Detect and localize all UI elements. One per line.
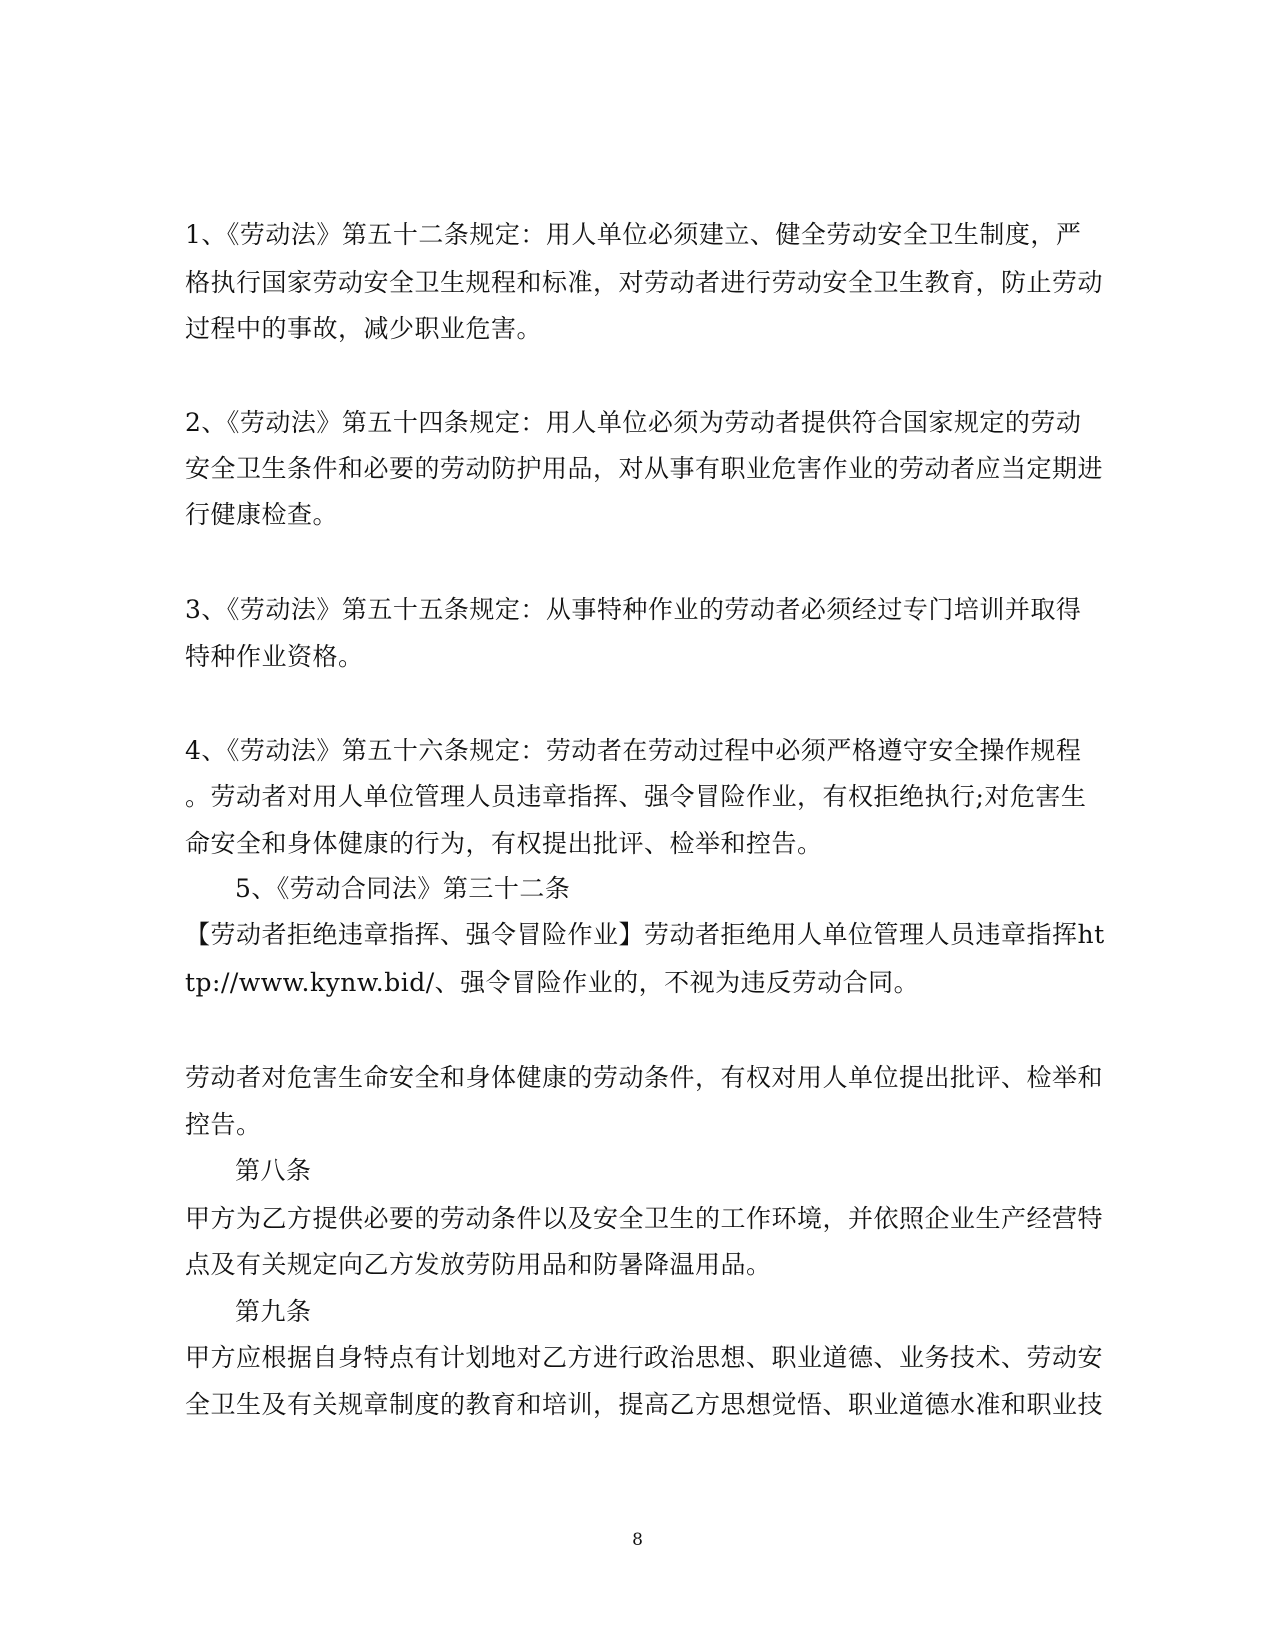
text-line: 控告。 [185,1110,262,1139]
text-line: 点及有关规定向乙方发放劳防用品和防暑降温用品。 [185,1250,772,1279]
page-number: 8 [632,1530,643,1550]
text-line: 3、《劳动法》第五十五条规定：从事特种作业的劳动者必须经过专门培训并取得 [185,595,1082,624]
text-line: tp://www.kynw.bid/、强令冒险作业的，不视为违反劳动合同。 [185,968,920,997]
text-line: 。劳动者对用人单位管理人员违章指挥、强令冒险作业，有权拒绝执行;对危害生 [185,782,1087,811]
text-line: 4、《劳动法》第五十六条规定：劳动者在劳动过程中必须严格遵守安全操作规程 [185,736,1082,765]
text-line: 甲方应根据自身特点有计划地对乙方进行政治思想、职业道德、业务技术、劳动安 [185,1343,1104,1372]
text-line: 特种作业资格。 [185,642,364,671]
text-line: 5、《劳动合同法》第三十二条 [235,874,571,903]
text-line: 命安全和身体健康的行为，有权提出批评、检举和控告。 [185,829,823,858]
text-line: 全卫生及有关规章制度的教育和培训，提高乙方思想觉悟、职业道德水准和职业技 [185,1390,1104,1419]
text-line: 格执行国家劳动安全卫生规程和标准，对劳动者进行劳动安全卫生教育，防止劳动 [185,268,1104,297]
text-line: 行健康检查。 [185,500,339,529]
text-line: 1、《劳动法》第五十二条规定：用人单位必须建立、健全劳动安全卫生制度，严 [185,220,1082,249]
text-line: 第八条 [235,1156,312,1185]
text-line: 劳动者对危害生命安全和身体健康的劳动条件，有权对用人单位提出批评、检举和 [185,1063,1104,1092]
text-line: 过程中的事故，减少职业危害。 [185,314,543,343]
text-line: 【劳动者拒绝违章指挥、强令冒险作业】劳动者拒绝用人单位管理人员违章指挥ht [185,920,1105,949]
text-line: 2、《劳动法》第五十四条规定：用人单位必须为劳动者提供符合国家规定的劳动 [185,408,1082,437]
text-line: 安全卫生条件和必要的劳动防护用品，对从事有职业危害作业的劳动者应当定期进 [185,454,1104,483]
text-line: 甲方为乙方提供必要的劳动条件以及安全卫生的工作环境，并依照企业生产经营特 [185,1204,1104,1233]
text-line: 第九条 [235,1297,312,1326]
